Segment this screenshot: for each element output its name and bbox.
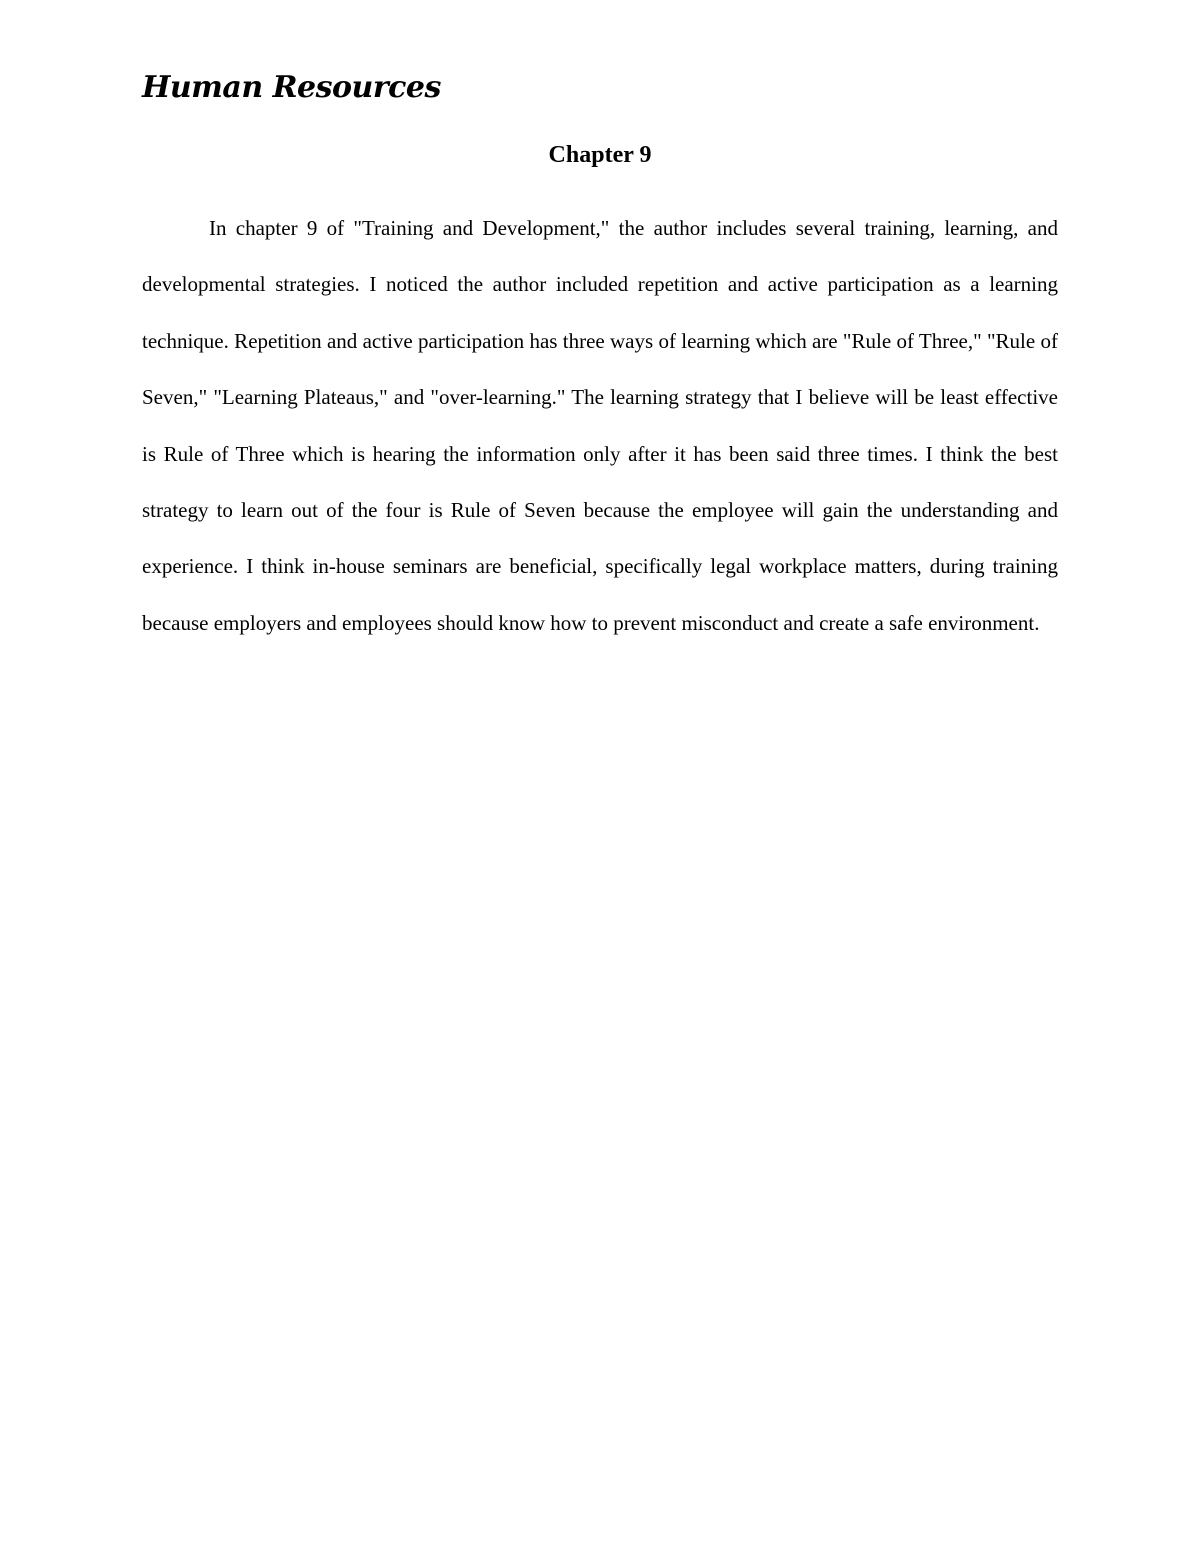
chapter-heading: Chapter 9	[548, 142, 652, 168]
document-header-title: Human Resources	[142, 70, 441, 105]
body-paragraph: In chapter 9 of "Training and Development," the author includes several training, learning, and developmental strategies. I noticed the author included repetition and active participation as a learning technique. Repetition and active participation has three ways of learning which are "Rule of Three," "Rule of Seven," "Learning Plateaus," and "over-learning." The learning strategy that I believe will be least effective is Rule of Three which is hearing the information only after it has been said three times. I think the best strategy to learn out of the four is Rule of Seven because the employee will gain the understanding and experience. I think in-house seminars are beneficial, specifically legal workplace matters, during training because employers and employees should know how to prevent misconduct and create a safe environment.	[142, 216, 1058, 635]
